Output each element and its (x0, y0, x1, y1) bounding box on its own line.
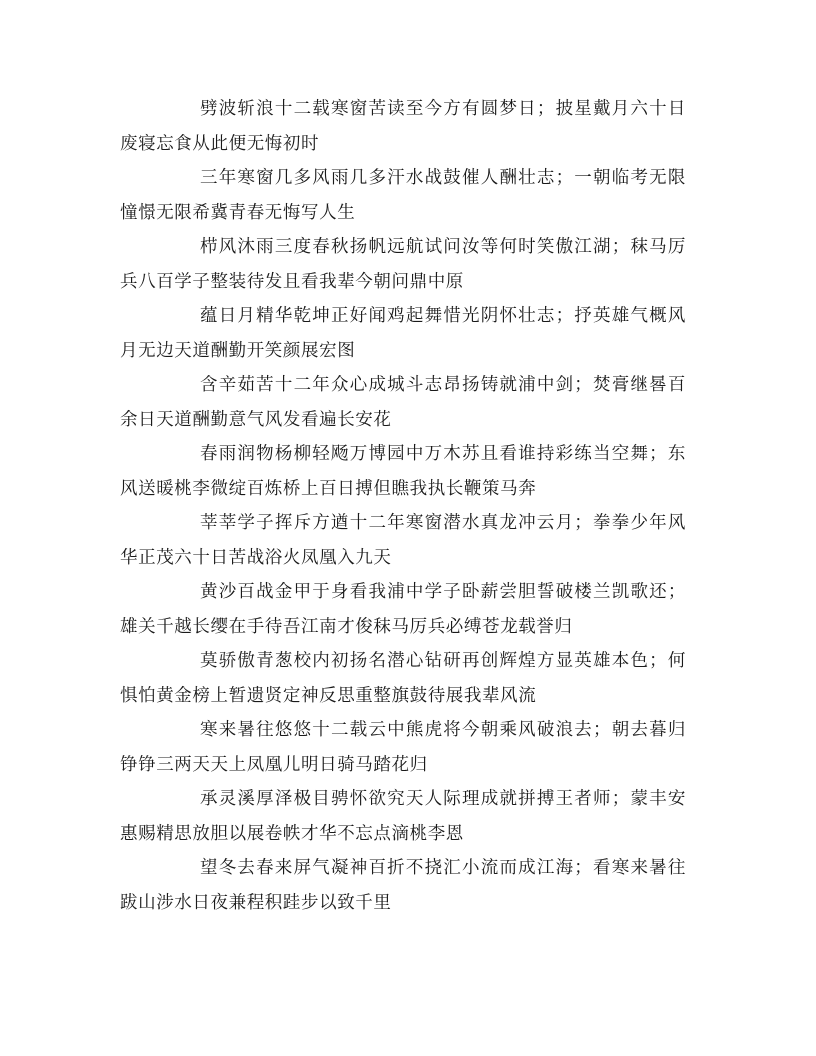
couplet-paragraph: 莘莘学子挥斥方遒十二年寒窗潜水真龙冲云月；拳拳少年风华正茂六十日苦战浴火凤凰入九天 (120, 513, 686, 568)
couplet-paragraph: 含辛茹苦十二年众心成城斗志昂扬铸就浦中剑；焚膏继晷百余日天道酬勤意气风发看遍长安花 (120, 375, 686, 430)
couplet-paragraph: 黄沙百战金甲于身看我浦中学子卧薪尝胆誓破楼兰凯歌还；雄关千越长缨在手待吾江南才俊秣马厉兵必缚苍龙载誉归 (120, 582, 686, 637)
couplet-paragraph: 栉风沐雨三度春秋扬帆远航试问汝等何时笑傲江湖；秣马厉兵八百学子整装待发且看我辈今朝问鼎中原 (120, 237, 686, 292)
document-body (120, 92, 686, 920)
couplet-paragraph: 春雨润物杨柳轻飏万博园中万木苏且看谁持彩练当空舞；东风送暖桃李微绽百炼桥上百日搏但瞧我执长鞭策马奔 (120, 444, 686, 499)
couplet-paragraph: 莫骄傲青葱校内初扬名潜心钻研再创辉煌方显英雄本色；何惧怕黄金榜上暂遗贤定神反思重整旗鼓待展我辈风流 (120, 651, 686, 706)
couplet-paragraph: 望冬去春来屏气凝神百折不挠汇小流而成江海；看寒来暑往跋山涉水日夜兼程积跬步以致千里 (120, 858, 686, 913)
couplet-paragraph: 蕴日月精华乾坤正好闻鸡起舞惜光阴怀壮志；抒英雄气概风月无边天道酬勤开笑颜展宏图 (120, 306, 686, 361)
couplet-paragraph: 寒来暑往悠悠十二载云中熊虎将今朝乘风破浪去；朝去暮归铮铮三两天天上凤凰儿明日骑马踏花归 (120, 720, 686, 775)
couplet-paragraph: 承灵溪厚泽极目骋怀欲究天人际理成就拼搏王者师；蒙丰安惠赐精思放胆以展卷帙才华不忘点滴桃李恩 (120, 789, 686, 844)
couplet-paragraph: 劈波斩浪十二载寒窗苦读至今方有圆梦日；披星戴月六十日废寝忘食从此便无悔初时 (120, 99, 686, 154)
couplet-paragraph: 三年寒窗几多风雨几多汗水战鼓催人酬壮志；一朝临考无限憧憬无限希冀青春无悔写人生 (120, 168, 686, 223)
